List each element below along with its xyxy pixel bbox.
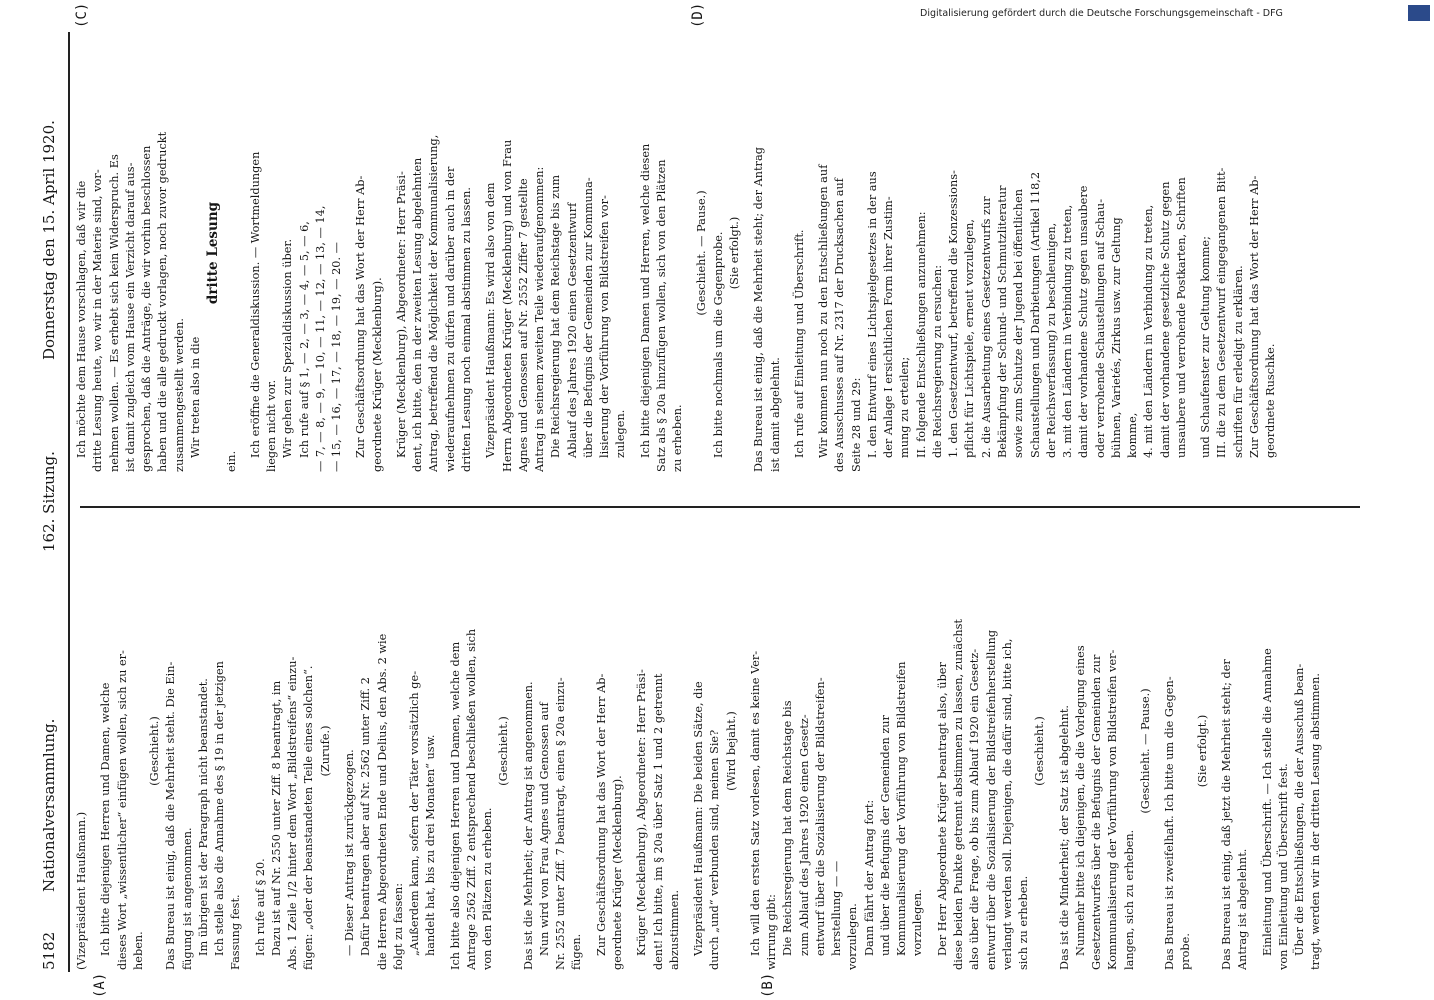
- text-line: pflicht für Lichtspiele, erneut vorzulegen,: [963, 219, 977, 458]
- paragraph-gap: [245, 532, 253, 970]
- text-line: zusammengestellt werden.: [172, 318, 186, 472]
- text-line: entwurf über die Sozialisierung der Bildstreifenherstellung: [984, 629, 998, 970]
- text-line: probe.: [1179, 933, 1193, 970]
- text-line: (Geschieht. — Pause.): [695, 190, 709, 316]
- text-line: damit der vorhandene Schutz gegen unsaubere: [1077, 185, 1091, 458]
- text-line: diese beiden Punkte getrennt abstimmen zu lassen, zunächst: [952, 619, 966, 970]
- text-line: (Wird bejaht.): [724, 711, 738, 791]
- text-line: Nunmehr bitte ich diejenigen, die die Vorlegung eines: [1073, 645, 1087, 956]
- text-line: von Einleitung und Überschrift fest.: [1276, 763, 1290, 970]
- text-line: Vizepräsident Haußmann: Es wird also von dem: [484, 182, 498, 458]
- text-line: lisierung der Vorführung von Bildstreifen vor-: [598, 195, 612, 458]
- paragraph-gap: [90, 532, 98, 970]
- text-line: geordnete Krüger (Mecklenburg).: [370, 277, 384, 472]
- text-line: Wir gehen zur Spezialdiskussion über.: [281, 238, 295, 458]
- text-line: III. die zu dem Gesetzentwurf eingegangenen Bitt-: [1215, 167, 1229, 458]
- text-column-left: [74, 532, 1374, 970]
- header-rule: [68, 32, 70, 972]
- text-line: Fassung fest.: [229, 894, 243, 970]
- text-line: dritten Lesung noch einmal abstimmen zu lassen.: [460, 187, 474, 472]
- text-line: Die Reichsregierung hat dem Reichstage bis zum: [549, 174, 563, 458]
- text-line: Einleitung und Überschrift. — Ich stelle die Annahme: [1260, 648, 1274, 956]
- digitization-credit-text: Digitalisierung gefördert durch die Deutsche Forschungsgemeinschaft - DFG: [920, 8, 1283, 19]
- text-line: dieses Wort „wissentlicher“ einfügen wollen, sich zu er-: [115, 650, 129, 970]
- text-line: vorzulegen.: [911, 889, 925, 956]
- text-line: zulegen.: [614, 409, 628, 458]
- text-line: Ich bitte also diejenigen Herren und Damen, welche dem: [448, 641, 462, 970]
- text-line: durch „und“ verbunden sind, meinen Sie?: [708, 729, 722, 970]
- dfg-logo: [1408, 5, 1430, 21]
- text-line: Nr. 2552 unter Ziff. 7 beantragt, einen § 20a einzu-: [554, 677, 568, 970]
- paragraph-gap: [630, 34, 638, 472]
- text-line: Das Bureau ist einig, daß jetzt die Mehrheit steht; der: [1220, 659, 1233, 970]
- text-line: Das Bureau ist einig, daß die Mehrheit steht; der Antrag: [752, 147, 766, 472]
- text-line: Ich stelle also die Annahme des § 19 in der jetzigen: [213, 661, 227, 956]
- text-line: 1. den Gesetzentwurf, betreffend die Konzessions-: [947, 170, 961, 458]
- paragraph-gap: [808, 34, 816, 472]
- text-line: Ich rufe auf § 20.: [253, 858, 267, 956]
- text-line: Dafür beantragen aber auf Nr. 2562 unter Ziff. 2: [359, 677, 373, 956]
- text-line: zu erheben.: [671, 404, 685, 472]
- text-line: Zur Geschäftsordnung hat das Wort der Herr Ab-: [594, 673, 608, 956]
- text-line: bühnen, Varietés, Zirkus usw. zur Geltung: [1109, 217, 1123, 458]
- text-line: (Geschieht.): [497, 716, 511, 786]
- text-line: Krüger (Mecklenburg), Abgeordneter: Herr Präsi-: [394, 171, 408, 458]
- text-line: Ich rufe auf Einleitung und Überschrift.: [792, 229, 806, 458]
- text-line: Ablauf des Jahres 1920 einen Gesetzentwurf: [565, 202, 579, 458]
- text-line: mung zu erteilen;: [898, 356, 912, 458]
- header-sitting: 162. Sitzung.: [40, 451, 58, 552]
- text-line: (Sie erfolgt.): [728, 216, 741, 290]
- text-line: ein.: [224, 450, 238, 472]
- text-line: — Dieser Antrag ist zurückgezogen.: [342, 749, 356, 956]
- text-line: Wir kommen nun noch zu den Entschließungen auf: [817, 164, 831, 458]
- paragraph-gap: [345, 34, 353, 472]
- text-line: schriften für erledigt zu erklären.: [1231, 265, 1245, 458]
- page-number: 5182: [40, 931, 58, 970]
- text-line: — 15, — 16, — 17, — 18, — 19, — 20. —: [330, 242, 344, 472]
- text-line: „Außerdem kann, sofern der Täter vorsätzlich ge-: [408, 670, 422, 956]
- paragraph-gap: [683, 532, 691, 970]
- paragraph-gap: [1154, 532, 1162, 970]
- text-line: zum Ablauf des Jahres 1920 einen Gesetz-: [797, 714, 811, 956]
- text-line: handelt hat, bis zu drei Monaten“ usw.: [424, 734, 438, 956]
- text-line: geordnete Ruschke.: [1264, 343, 1278, 458]
- text-line: Ich will den ersten Satz vorlesen, damit es keine Ver-: [748, 650, 762, 956]
- text-line: Antrag, betreffend die Möglichkeit der Kommunalisierung,: [427, 134, 441, 472]
- paragraph-gap: [240, 34, 248, 472]
- text-line: Das Bureau ist zweifelhaft. Ich bitte um die Gegen-: [1163, 676, 1177, 970]
- text-line: Schaustellungen und Darbietungen (Artikel 118,2: [1028, 171, 1042, 458]
- text-column-right: [74, 34, 1374, 472]
- text-line: Ich eröffne die Generaldiskussion. — Wortmeldungen: [248, 151, 262, 458]
- text-line: damit der vorhandene gesetzliche Schutz gegen: [1158, 181, 1172, 458]
- text-line: Das ist die Minderheit; der Satz ist abgelehnt.: [1057, 705, 1071, 970]
- text-line: Abs. 1 Zeile 1/2 hinter dem Wort „Bildstreifens“ einzu-: [286, 656, 300, 970]
- paragraph-gap: [1049, 532, 1057, 970]
- text-line: Herrn Abgeordneten Krüger (Mecklenburg) und von Frau: [500, 139, 514, 472]
- paragraph-gap: [1190, 34, 1198, 472]
- text-line: (Zurufe.): [318, 725, 332, 777]
- text-line: und über die Befugnis der Gemeinden zur: [878, 715, 892, 956]
- text-line: ist damit zugleich vom Hause ein Verzicht darauf aus-: [123, 162, 137, 472]
- text-line: Zur Geschäftsordnung hat das Wort der Herr Ab-: [354, 175, 368, 458]
- text-line: komme,: [1126, 412, 1140, 458]
- margin-mark-a: (A): [92, 972, 108, 998]
- paragraph-gap: [513, 532, 521, 970]
- text-line: Bekämpfung der Schund- und Schmutzliteratur: [995, 185, 1009, 458]
- text-line: Ich rufe auf § 1, — 2, — 3, — 4, — 5, — 6,: [297, 221, 311, 458]
- text-line: dent! Ich bitte, im § 20a über Satz 1 und 2 getrennt: [651, 673, 665, 970]
- text-line: dritte Lesung heute, wo wir in der Materie sind, vor-: [91, 169, 105, 472]
- text-line: 2. die Ausarbeitung eines Gesetzentwurfs zur: [979, 196, 993, 458]
- text-line: (Geschieht. — Pause.): [1138, 688, 1152, 814]
- text-line: herstellung — —: [830, 860, 844, 956]
- text-line: I. den Entwurf eines Lichtspielgesetzes in der aus: [865, 171, 879, 458]
- text-line: Gesetzentwurfes über die Befugnis der Gemeinden zur: [1090, 654, 1104, 970]
- text-line: fügen.: [570, 933, 584, 970]
- text-line: Das ist die Mehrheit; der Antrag ist angenommen.: [521, 681, 535, 970]
- paragraph-gap: [440, 532, 448, 970]
- page-header: [40, 35, 62, 970]
- text-line: Über die Entschließungen, die der Ausschuß bean-: [1293, 663, 1307, 956]
- text-line: über die Befugnis der Gemeinden zur Kommuna-: [581, 177, 595, 458]
- text-line: langen, sich zu erheben.: [1122, 829, 1136, 970]
- text-line: Ich möchte dem Hause vorschlagen, daß wir die: [75, 180, 88, 458]
- text-line: oder verrohende Schaustellungen auf Schau-: [1093, 198, 1107, 458]
- text-line: (Geschieht.): [148, 716, 162, 786]
- text-line: abzustimmen.: [667, 889, 681, 970]
- text-line: Vizepräsident Haußmann: Die beiden Sätze, die: [692, 681, 706, 956]
- text-line: verlangt werden soll. Diejenigen, die dafür sind, bitte ich,: [1000, 638, 1014, 970]
- text-line: der Reichsverfassung) zu beschleunigen,: [1044, 222, 1058, 458]
- text-line: 3. mit den Ländern in Verbindung zu treten,: [1061, 204, 1075, 458]
- text-line: gesprochen, daß die Anträge, die wir vorhin beschlossen: [140, 145, 154, 472]
- text-line: — 7, — 8, — 9, — 10, — 11, — 12, — 13, — 14,: [313, 205, 327, 472]
- text-line: Ich bitte diejenigen Herren und Damen, welche: [99, 682, 113, 956]
- text-line: ist damit abgelehnt.: [768, 357, 782, 472]
- paragraph-gap: [927, 532, 935, 970]
- text-line: II. folgende Entschließungen anzunehmen:: [914, 211, 928, 458]
- paragraph-gap: [334, 532, 342, 970]
- text-line: Wir treten also in die: [188, 336, 202, 458]
- text-line: Agnes und Genossen auf Nr. 2552 Ziffer 7 gestellte: [516, 178, 530, 472]
- text-line: der Anlage I ersichtlichen Form ihrer Zustim-: [882, 196, 896, 458]
- text-line: (Vizepräsident Haußmann.): [75, 811, 88, 970]
- text-line: Ich bitte diejenigen Damen und Herren, welche diesen: [638, 143, 652, 458]
- header-assembly-title: Nationalversammlung.: [40, 718, 58, 892]
- text-line: (Sie erfolgt.): [1195, 714, 1209, 788]
- paragraph-gap: [1211, 532, 1219, 970]
- text-line: sich zu erheben.: [1017, 875, 1031, 970]
- text-line: fügung ist angenommen.: [180, 827, 194, 970]
- text-line: Antrage 2562 Ziff. 2 entsprechend beschließen wollen, sich: [464, 628, 478, 970]
- text-line: tragt, werden wir in der dritten Lesung abstimmen.: [1309, 673, 1323, 970]
- text-line: Nun wird von Frau Agnes und Genossen auf: [537, 702, 551, 956]
- paragraph-gap: [743, 34, 751, 472]
- text-line: vorzulegen.: [846, 903, 860, 970]
- text-line: 4. mit den Ländern in Verbindung zu treten,: [1142, 204, 1156, 458]
- text-line: die Reichsregierung zu ersuchen:: [930, 264, 944, 458]
- text-line: des Ausschusses auf Nr. 2317 der Drucksachen auf: [833, 178, 847, 472]
- margin-mark-c: (C): [74, 2, 90, 28]
- text-line: wiederaufnehmen zu dürfen und darüber auch in der: [443, 166, 457, 472]
- text-line: liegen nicht vor.: [265, 379, 279, 472]
- text-line: heben.: [131, 931, 145, 970]
- margin-mark-b: (B): [760, 972, 776, 998]
- paragraph-gap: [740, 532, 748, 970]
- text-line: Im übrigen ist der Paragraph nicht beanstandet.: [196, 678, 210, 956]
- text-line: haben und die alle gedruckt vorlagen, noch zuvor gedruckt: [156, 131, 170, 472]
- text-line: entwurf über die Sozialisierung der Bildstreifen-: [813, 677, 827, 956]
- text-line: von den Plätzen zu erheben.: [481, 807, 495, 970]
- text-line: Seite 28 und 29:: [849, 377, 863, 472]
- text-line: Kommunalisierung der Vorführung von Bildstreifen ver-: [1106, 649, 1120, 970]
- paragraph-gap: [626, 532, 634, 970]
- text-line: Ich bitte nochmals um die Gegenprobe.: [711, 231, 725, 458]
- text-line: Krüger (Mecklenburg), Abgeordneter: Herr Präsi-: [635, 669, 649, 956]
- column-divider: [80, 506, 1360, 508]
- text-line: Zur Geschäftsordnung hat das Wort der Herr Ab-: [1247, 175, 1261, 458]
- paragraph-gap: [1252, 532, 1260, 970]
- text-line: sowie zum Schutze der Jugend bei öffentlichen: [1012, 188, 1026, 458]
- text-line: Der Herr Abgeordnete Krüger beantragt also, über: [935, 662, 949, 956]
- text-line: (Geschieht.): [1033, 716, 1047, 786]
- text-line: geordnete Krüger (Mecklenburg).: [610, 775, 624, 970]
- text-line: die Herren Abgeordneten Ende und Delius, den Abs. 2 wie: [375, 633, 389, 970]
- text-line: Satz als § 20a hinzufügen wollen, sich von den Plätzen: [654, 159, 668, 472]
- text-line: Antrag in seinem zweiten Teile wiederaufgenommen:: [533, 166, 547, 472]
- header-date: Donnerstag den 15. April 1920.: [40, 120, 58, 360]
- text-line: nehmen wollen. — Es erhebt sich kein Widerspruch. Es: [107, 154, 121, 472]
- text-line: fügen: „oder der beanstandeten Teile eines solchen“.: [302, 665, 316, 970]
- paragraph-gap: [386, 34, 394, 472]
- text-line: dritte Lesung: [205, 201, 222, 305]
- text-line: also über die Frage, ob bis zum Ablauf 1920 ein Gesetz-: [968, 648, 982, 970]
- text-line: Dazu ist auf Nr. 2550 unter Ziff. 8 beantragt, im: [269, 680, 283, 956]
- paragraph-gap: [686, 34, 694, 472]
- text-line: wirrung gibt:: [765, 894, 779, 970]
- text-line: und Schaufenster zur Geltung komme;: [1199, 236, 1213, 458]
- paragraph-gap: [475, 34, 483, 472]
- text-line: dent, ich bitte, den in der zweiten Lesung abgelehnten: [411, 157, 425, 472]
- text-line: Kommunalisierung der Vorführung von Bildstreifen: [895, 661, 909, 956]
- text-line: unsaubere und verrohende Postkarten, Schriften: [1174, 177, 1188, 458]
- text-line: Die Reichsregierung hat dem Reichstage bis: [781, 700, 795, 956]
- digitization-credit: [920, 6, 1400, 22]
- margin-mark-d: (D): [690, 2, 706, 28]
- text-line: Antrag ist abgelehnt.: [1236, 848, 1250, 970]
- text-line: Das Bureau ist einig, daß die Mehrheit steht. Die Ein-: [164, 661, 178, 970]
- paragraph-gap: [784, 34, 792, 472]
- paragraph-gap: [586, 532, 594, 970]
- text-line: folgt zu fassen:: [391, 882, 405, 970]
- text-line: Dann fährt der Antrag fort:: [862, 799, 876, 956]
